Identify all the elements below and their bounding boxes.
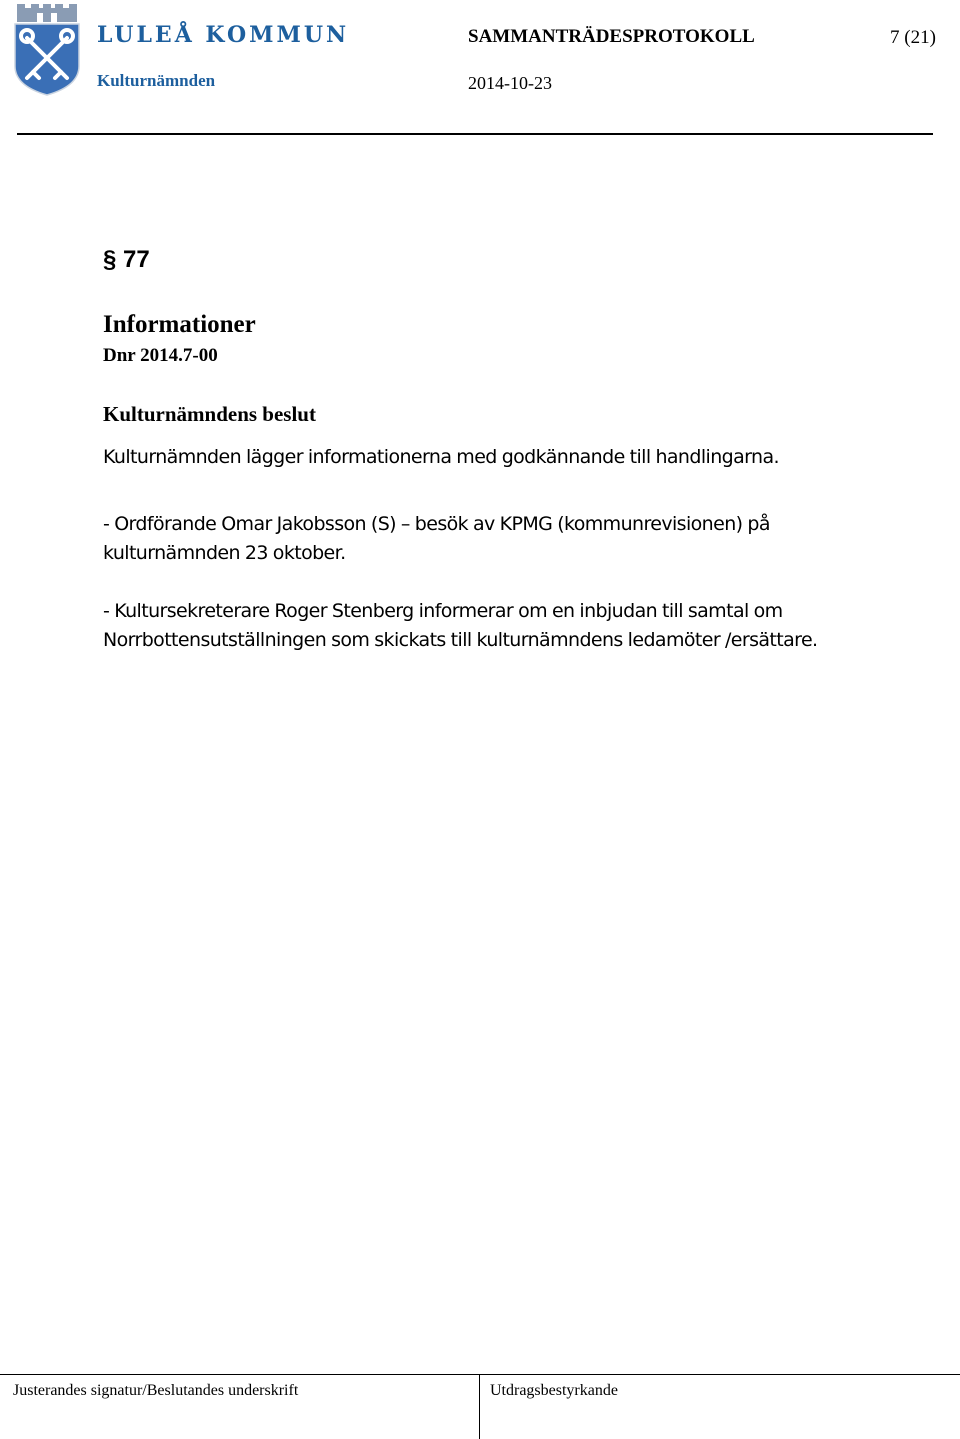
header-divider (17, 133, 933, 135)
information-item: - Ordförande Omar Jakobsson (S) – besök av KPMG (kommunrevisionen) på kulturnämnden 23 oktober. (103, 513, 770, 564)
meeting-date: 2014-10-23 (468, 73, 552, 93)
page-header (0, 0, 960, 140)
coat-of-arms-icon (13, 4, 81, 96)
page-number: 7 (21) (890, 27, 936, 48)
section-number: § 77 (103, 246, 150, 273)
decision-heading: Kulturnämndens beslut (103, 402, 316, 426)
certification-label: Utdragsbestyrkande (490, 1382, 618, 1399)
footer-divider (0, 1374, 960, 1375)
item-title: Informationer (103, 311, 256, 338)
footer-column-divider (479, 1374, 480, 1439)
document-type: SAMMANTRÄDESPROTOKOLL (468, 26, 755, 47)
organization-name: LULEÅ KOMMUN (97, 22, 350, 48)
signature-label: Justerandes signatur/Beslutandes underskrift (13, 1382, 299, 1399)
committee-name: Kulturnämnden (97, 71, 216, 90)
diary-number: Dnr 2014.7-00 (103, 345, 218, 366)
information-item: - Kultursekreterare Roger Stenberg informerar om en inbjudan till samtal om Norrbottensutställningen som skickats till kulturnämndens ledamöter /ersättare. (103, 600, 818, 651)
decision-text: Kulturnämnden lägger informationerna med godkännande till handlingarna. (103, 446, 779, 468)
